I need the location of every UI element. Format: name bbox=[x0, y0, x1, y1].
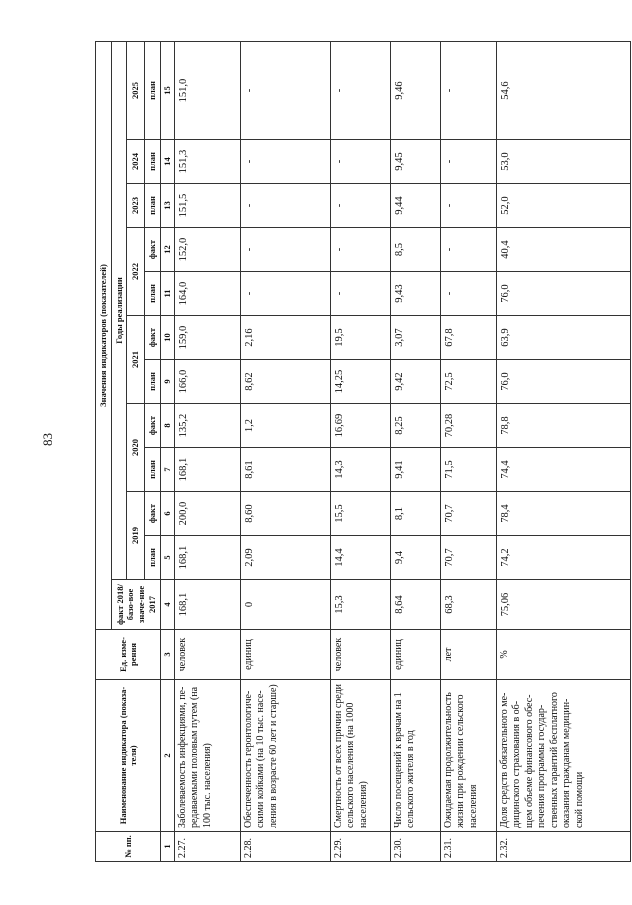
column-number: 12 bbox=[161, 228, 175, 272]
row-no: 2.28. bbox=[240, 832, 330, 862]
row-name: Заболеваемость инфекциями, пе-редаваемыми половым путем (на 100 тыс. населения) bbox=[174, 680, 240, 832]
header-plan: план bbox=[145, 360, 161, 404]
header-plan: план bbox=[145, 184, 161, 228]
row-plan-2024: 151,3 bbox=[174, 140, 240, 184]
row-plan-2019: 168,1 bbox=[174, 536, 240, 580]
header-year-2019: 2019 bbox=[127, 492, 145, 580]
column-number: 6 bbox=[161, 492, 175, 536]
row-base: 75,06 bbox=[496, 580, 630, 630]
table-row bbox=[330, 42, 390, 862]
column-number: 2 bbox=[161, 680, 175, 832]
column-number: 3 bbox=[161, 630, 175, 680]
row-unit: человек bbox=[174, 630, 240, 680]
header-fact: факт bbox=[145, 492, 161, 536]
indicators-table bbox=[95, 41, 631, 862]
column-number: 14 bbox=[161, 140, 175, 184]
column-number: 15 bbox=[161, 42, 175, 140]
row-fact-2020: 16,69 bbox=[330, 404, 390, 448]
row-name: Число посещений к врачам на 1 сельского жителя в год bbox=[390, 680, 440, 832]
header-fact: факт bbox=[145, 316, 161, 360]
row-plan-2024: 9,45 bbox=[390, 140, 440, 184]
header-plan: план bbox=[145, 140, 161, 184]
row-plan-2023: 9,44 bbox=[390, 184, 440, 228]
header-year-2023: 2023 bbox=[127, 184, 145, 228]
row-fact-2020: 8,25 bbox=[390, 404, 440, 448]
row-fact-2020: 70,28 bbox=[440, 404, 496, 448]
row-plan-2020: 8,61 bbox=[240, 448, 330, 492]
column-number: 5 bbox=[161, 536, 175, 580]
row-plan-2023: - bbox=[240, 184, 330, 228]
column-number: 7 bbox=[161, 448, 175, 492]
row-unit: % bbox=[496, 630, 630, 680]
row-plan-2021: 14,25 bbox=[330, 360, 390, 404]
row-plan-2019: 9,4 bbox=[390, 536, 440, 580]
row-fact-2022: 8,5 bbox=[390, 228, 440, 272]
row-plan-2022: - bbox=[330, 272, 390, 316]
row-fact-2019: 200,0 bbox=[174, 492, 240, 536]
row-fact-2019: 15,5 bbox=[330, 492, 390, 536]
column-number: 11 bbox=[161, 272, 175, 316]
row-fact-2019: 8,60 bbox=[240, 492, 330, 536]
row-fact-2019: 8,1 bbox=[390, 492, 440, 536]
row-fact-2021: 67,8 bbox=[440, 316, 496, 360]
column-number: 1 bbox=[161, 832, 175, 862]
row-fact-2022: - bbox=[440, 228, 496, 272]
row-plan-2021: 72,5 bbox=[440, 360, 496, 404]
row-name: Доля средств обязательного ме-дицинского страхования в об-щем объеме финансового обес-печения программы государ-ственных гарантий бесплатного оказания гражданам медицин-ской помощи bbox=[496, 680, 630, 832]
row-plan-2022: 76,0 bbox=[496, 272, 630, 316]
header-year-2022: 2022 bbox=[127, 228, 145, 316]
row-plan-2024: - bbox=[240, 140, 330, 184]
header-name: Наименование индикатора (показа-теля) bbox=[96, 680, 161, 832]
header-plan: план bbox=[145, 42, 161, 140]
row-base: 68,3 bbox=[440, 580, 496, 630]
page-number: 83 bbox=[40, 433, 55, 446]
column-number: 13 bbox=[161, 184, 175, 228]
header-fact: факт bbox=[145, 404, 161, 448]
table-row bbox=[240, 42, 330, 862]
table-row bbox=[390, 42, 440, 862]
row-no: 2.27. bbox=[174, 832, 240, 862]
row-plan-2021: 9,42 bbox=[390, 360, 440, 404]
row-fact-2021: 159,0 bbox=[174, 316, 240, 360]
header-plan: план bbox=[145, 536, 161, 580]
row-base: 8,64 bbox=[390, 580, 440, 630]
row-plan-2019: 74,2 bbox=[496, 536, 630, 580]
row-fact-2019: 78,4 bbox=[496, 492, 630, 536]
header-unit: Ед. изме-рения bbox=[96, 630, 161, 680]
row-plan-2019: 14,4 bbox=[330, 536, 390, 580]
row-plan-2025: 9,46 bbox=[390, 42, 440, 140]
row-plan-2023: 151,5 bbox=[174, 184, 240, 228]
header-year-2025: 2025 bbox=[127, 42, 145, 140]
rotated-table-container bbox=[95, 42, 625, 862]
row-plan-2025: 151,0 bbox=[174, 42, 240, 140]
row-name: Обеспеченность геронтологиче-скими койками (на 10 тыс. насе-ления в возрасте 60 лет и старше) bbox=[240, 680, 330, 832]
header-base: факт 2018/базо-вое значе-ние 2017 bbox=[111, 580, 161, 630]
row-plan-2024: - bbox=[330, 140, 390, 184]
row-plan-2019: 70,7 bbox=[440, 536, 496, 580]
row-fact-2021: 3,07 bbox=[390, 316, 440, 360]
row-plan-2020: 14,3 bbox=[330, 448, 390, 492]
row-fact-2020: 135,2 bbox=[174, 404, 240, 448]
row-plan-2025: - bbox=[440, 42, 496, 140]
row-plan-2023: - bbox=[330, 184, 390, 228]
row-plan-2025: 54,6 bbox=[496, 42, 630, 140]
table-row bbox=[440, 42, 496, 862]
row-plan-2020: 9,41 bbox=[390, 448, 440, 492]
row-plan-2025: - bbox=[240, 42, 330, 140]
column-number: 9 bbox=[161, 360, 175, 404]
row-base: 0 bbox=[240, 580, 330, 630]
header-plan: план bbox=[145, 448, 161, 492]
row-fact-2021: 19,5 bbox=[330, 316, 390, 360]
column-number: 4 bbox=[161, 580, 175, 630]
row-no: 2.32. bbox=[496, 832, 630, 862]
row-fact-2022: - bbox=[240, 228, 330, 272]
row-plan-2020: 74,4 bbox=[496, 448, 630, 492]
row-fact-2022: 40,4 bbox=[496, 228, 630, 272]
header-no: № пп. bbox=[96, 832, 161, 862]
row-fact-2022: - bbox=[330, 228, 390, 272]
column-number: 8 bbox=[161, 404, 175, 448]
row-unit: единиц bbox=[390, 630, 440, 680]
row-no: 2.31. bbox=[440, 832, 496, 862]
row-plan-2021: 76,0 bbox=[496, 360, 630, 404]
row-name: Ожидаемая продолжительность жизни при рождении сельского населения bbox=[440, 680, 496, 832]
row-plan-2020: 71,5 bbox=[440, 448, 496, 492]
row-name: Смертность от всех причин среди сельского населения (на 1000 населения) bbox=[330, 680, 390, 832]
row-base: 15,3 bbox=[330, 580, 390, 630]
header-year-2024: 2024 bbox=[127, 140, 145, 184]
row-plan-2020: 168,1 bbox=[174, 448, 240, 492]
row-plan-2021: 166,0 bbox=[174, 360, 240, 404]
table-row bbox=[496, 42, 630, 862]
row-base: 168,1 bbox=[174, 580, 240, 630]
row-unit: единиц bbox=[240, 630, 330, 680]
row-fact-2020: 1,2 bbox=[240, 404, 330, 448]
table-row bbox=[174, 42, 240, 862]
row-plan-2024: 53,0 bbox=[496, 140, 630, 184]
row-unit: лет bbox=[440, 630, 496, 680]
row-plan-2025: - bbox=[330, 42, 390, 140]
header-year-2021: 2021 bbox=[127, 316, 145, 404]
row-plan-2019: 2,09 bbox=[240, 536, 330, 580]
row-fact-2019: 70,7 bbox=[440, 492, 496, 536]
row-fact-2021: 63,9 bbox=[496, 316, 630, 360]
row-unit: человек bbox=[330, 630, 390, 680]
row-plan-2023: 52,0 bbox=[496, 184, 630, 228]
row-plan-2022: - bbox=[440, 272, 496, 316]
row-plan-2022: 164,0 bbox=[174, 272, 240, 316]
row-plan-2022: 9,43 bbox=[390, 272, 440, 316]
row-plan-2024: - bbox=[440, 140, 496, 184]
header-years-group: Годы реализации bbox=[111, 42, 127, 580]
row-plan-2022: - bbox=[240, 272, 330, 316]
header-plan: план bbox=[145, 272, 161, 316]
row-no: 2.30. bbox=[390, 832, 440, 862]
header-values-group: Значения индикаторов (показателей) bbox=[96, 42, 112, 630]
row-plan-2023: - bbox=[440, 184, 496, 228]
row-fact-2022: 152,0 bbox=[174, 228, 240, 272]
header-year-2020: 2020 bbox=[127, 404, 145, 492]
row-no: 2.29. bbox=[330, 832, 390, 862]
row-fact-2021: 2,16 bbox=[240, 316, 330, 360]
header-fact: факт bbox=[145, 228, 161, 272]
column-number: 10 bbox=[161, 316, 175, 360]
row-plan-2021: 8,62 bbox=[240, 360, 330, 404]
row-fact-2020: 78,8 bbox=[496, 404, 630, 448]
